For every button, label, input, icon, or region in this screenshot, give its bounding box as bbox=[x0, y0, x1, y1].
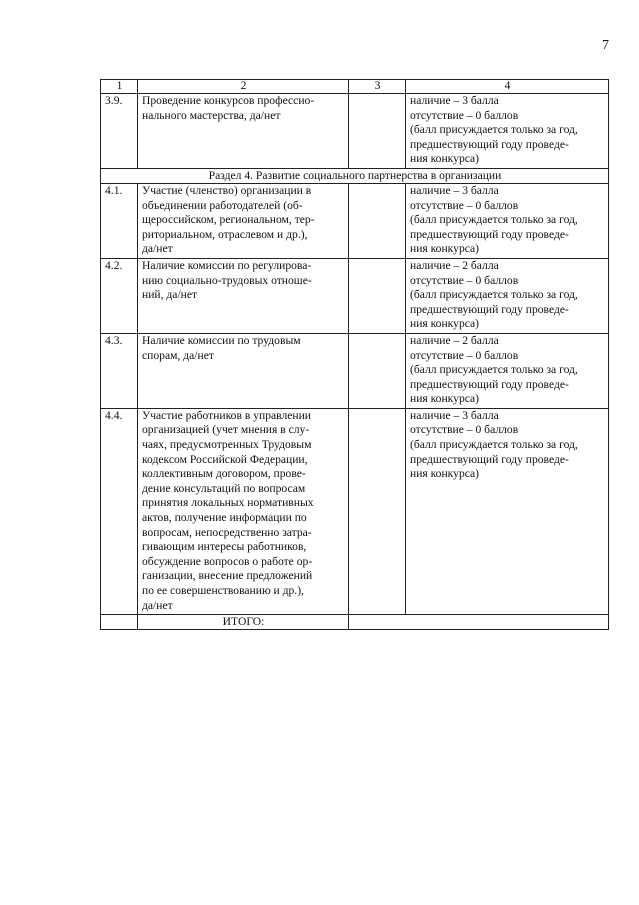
description-line: вопросам, непосредственно затра- bbox=[142, 525, 312, 539]
total-number-cell bbox=[101, 615, 138, 630]
table-row-4-4 bbox=[101, 408, 609, 614]
score-line: наличие – 2 балла bbox=[410, 258, 499, 272]
row-description bbox=[138, 333, 349, 408]
description-line: кодексом Российской Федерации, bbox=[142, 452, 308, 466]
table-header-row bbox=[101, 80, 609, 94]
row-value-cell bbox=[349, 183, 406, 258]
row-description bbox=[138, 408, 349, 614]
row-number: 4.1. bbox=[101, 183, 138, 258]
header-col-1: 1 bbox=[101, 80, 138, 94]
score-line: (балл присуждается только за год, bbox=[410, 123, 578, 137]
score-line: ния конкурса) bbox=[410, 242, 480, 256]
row-score-cell bbox=[406, 94, 609, 169]
description-line: щероссийском, региональном, тер- bbox=[142, 213, 315, 227]
score-line: наличие – 3 балла bbox=[410, 183, 499, 197]
score-line: ния конкурса) bbox=[410, 152, 480, 166]
description-line: спорам, да/нет bbox=[142, 348, 214, 362]
description-line: чаях, предусмотренных Трудовым bbox=[142, 438, 312, 452]
score-line: предшествующий году проведе- bbox=[410, 137, 569, 151]
header-col-2: 2 bbox=[138, 80, 349, 94]
section-title: Раздел 4. Развитие социального партнерства в организации bbox=[101, 168, 609, 183]
description-line: Проведение конкурсов профессио- bbox=[142, 94, 315, 107]
score-line: ния конкурса) bbox=[410, 392, 480, 406]
score-line: отсутствие – 0 баллов bbox=[410, 273, 519, 287]
row-value-cell bbox=[349, 94, 406, 169]
description-line: да/нет bbox=[142, 242, 173, 256]
row-number: 4.3. bbox=[101, 333, 138, 408]
description-line: гивающим интересы работников, bbox=[142, 540, 307, 554]
total-label: ИТОГО: bbox=[138, 615, 349, 630]
score-line: (балл присуждается только за год, bbox=[410, 363, 578, 377]
row-description bbox=[138, 94, 349, 169]
score-line: ния конкурса) bbox=[410, 317, 480, 331]
description-line: ганизации, внесение предложений bbox=[142, 569, 313, 583]
section-heading-row bbox=[101, 168, 609, 183]
description-line: Участие работников в управлении bbox=[142, 408, 312, 422]
criteria-table bbox=[100, 79, 609, 630]
description-line: объединении работодателей (об- bbox=[142, 198, 303, 212]
row-score-cell bbox=[406, 333, 609, 408]
score-line: предшествующий году проведе- bbox=[410, 302, 569, 316]
score-line: (балл присуждается только за год, bbox=[410, 438, 578, 452]
description-line: ний, да/нет bbox=[142, 288, 198, 302]
row-description bbox=[138, 183, 349, 258]
header-col-4: 4 bbox=[406, 80, 609, 94]
score-line: отсутствие – 0 баллов bbox=[410, 108, 519, 122]
description-line: дение консультаций по вопросам bbox=[142, 481, 306, 495]
description-line: Наличие комиссии по регулирова- bbox=[142, 258, 312, 272]
score-line: наличие – 2 балла bbox=[410, 333, 499, 347]
total-row bbox=[101, 615, 609, 630]
table-row-4-1 bbox=[101, 183, 609, 258]
row-value-cell bbox=[349, 258, 406, 333]
row-number: 4.4. bbox=[101, 408, 138, 614]
table-row-4-2 bbox=[101, 258, 609, 333]
description-line: да/нет bbox=[142, 598, 173, 612]
row-number: 3.9. bbox=[101, 94, 138, 169]
description-line: риториальном, отраслевом и др.), bbox=[142, 227, 308, 241]
row-value-cell bbox=[349, 408, 406, 614]
score-line: отсутствие – 0 баллов bbox=[410, 348, 519, 362]
score-line: (балл присуждается только за год, bbox=[410, 213, 578, 227]
description-line: обсуждение вопросов о работе ор- bbox=[142, 554, 313, 568]
row-value-cell bbox=[349, 333, 406, 408]
score-line: предшествующий году проведе- bbox=[410, 377, 569, 391]
description-line: по ее совершенствованию и др.), bbox=[142, 584, 304, 597]
score-line: отсутствие – 0 баллов bbox=[410, 423, 519, 437]
table-row-3-9 bbox=[101, 94, 609, 169]
row-score-cell bbox=[406, 183, 609, 258]
score-line: (балл присуждается только за год, bbox=[410, 288, 578, 302]
row-number: 4.2. bbox=[101, 258, 138, 333]
score-line: предшествующий году проведе- bbox=[410, 227, 569, 241]
description-line: Наличие комиссии по трудовым bbox=[142, 333, 301, 347]
row-description bbox=[138, 258, 349, 333]
description-line: актов, получение информации по bbox=[142, 511, 307, 525]
row-score-cell bbox=[406, 258, 609, 333]
description-line: нального мастерства, да/нет bbox=[142, 108, 281, 122]
row-score-cell bbox=[406, 408, 609, 614]
description-line: организацией (учет мнения в слу- bbox=[142, 423, 310, 437]
description-line: нию социально-трудовых отноше- bbox=[142, 273, 312, 287]
score-line: отсутствие – 0 баллов bbox=[410, 198, 519, 212]
description-line: Участие (членство) организации в bbox=[142, 183, 312, 197]
page-number: 7 bbox=[602, 38, 609, 53]
score-line: ния конкурса) bbox=[410, 467, 480, 481]
table-row-4-3 bbox=[101, 333, 609, 408]
score-line: наличие – 3 балла bbox=[410, 408, 499, 422]
score-line: наличие – 3 балла bbox=[410, 94, 499, 107]
description-line: коллективным договором, прове- bbox=[142, 467, 306, 481]
total-value-cell bbox=[349, 615, 609, 630]
description-line: принятия локальных нормативных bbox=[142, 496, 314, 510]
score-line: предшествующий году проведе- bbox=[410, 452, 569, 466]
header-col-3: 3 bbox=[349, 80, 406, 94]
